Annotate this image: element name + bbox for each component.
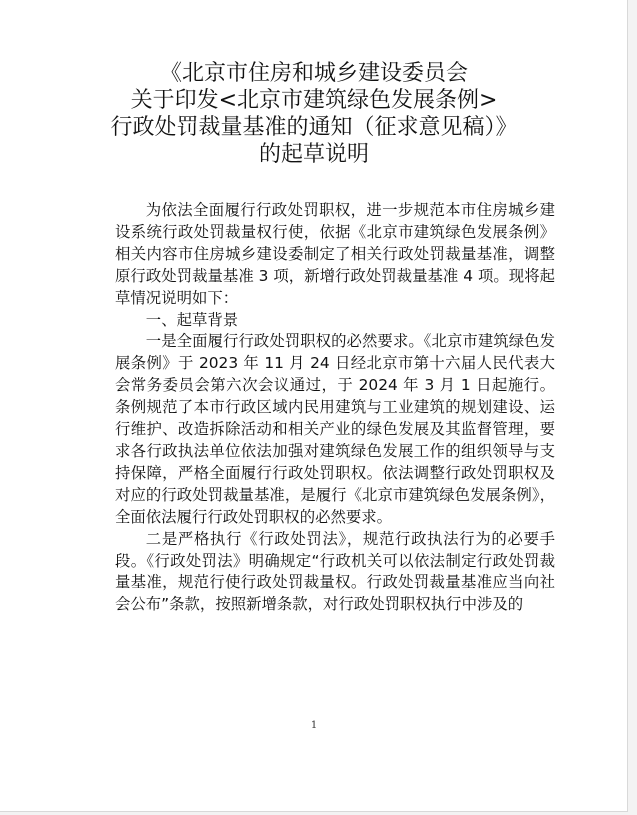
paragraph-point-2: 二是严格执行《行政处罚法》，规范行政执法行为的必要手段。《行政处罚法》明确规定“行政机关可以依法制定行政处罚裁量基准，规范行使行政处罚裁量权。行政处罚裁量基准应当向社会公布”条款，按照新增条款，对行政处罚职权执行中涉及的 xyxy=(115,529,555,614)
document-title-line-3: 行政处罚裁量基准的通知（征求意见稿）》 xyxy=(110,115,518,140)
document-body xyxy=(115,200,555,616)
document-title-line-1: 《北京市住房和城乡建设委员会 xyxy=(159,61,468,86)
document-title-line-2: 关于印发<北京市建筑绿色发展条例> xyxy=(130,88,498,113)
paragraph-point-1: 一是全面履行行政处罚职权的必然要求。《北京市建筑绿色发展条例》于 2023 年 11 月 24 日经北京市第十六届人民代表大会常务委员会第六次会议通过，于 2024 年 3 月 1 日起施行。条例规范了本市行政区域内民用建筑与工业建筑的规划建设、运行维护、改造拆除活动和相关产业的绿色发展及其监督管理，要求各行政执法单位依法加强对建筑绿色发展工作的组织领导与支持保障，严格全面履行行政处罚职权。依法调整行政处罚职权及对应的行政处罚裁量基准，是履行《北京市建筑绿色发展条例》，全面依法履行行政处罚职权的必然要求。 xyxy=(115,332,555,526)
document-title-line-4: 的起草说明 xyxy=(258,142,369,167)
section-heading-background: 一、起草背景 xyxy=(145,310,239,329)
paragraph-intro: 为依法全面履行行政处罚职权，进一步规范本市住房城乡建设系统行政处罚裁量权行使，依据《北京市建筑绿色发展条例》相关内容市住房城乡建设委制定了相关行政处罚裁量基准，调整原行政处罚裁量基准 3 项，新增行政处罚裁量基准 4 项。现将起草情况说明如下： xyxy=(115,201,555,307)
page-number: 1 xyxy=(310,720,318,731)
